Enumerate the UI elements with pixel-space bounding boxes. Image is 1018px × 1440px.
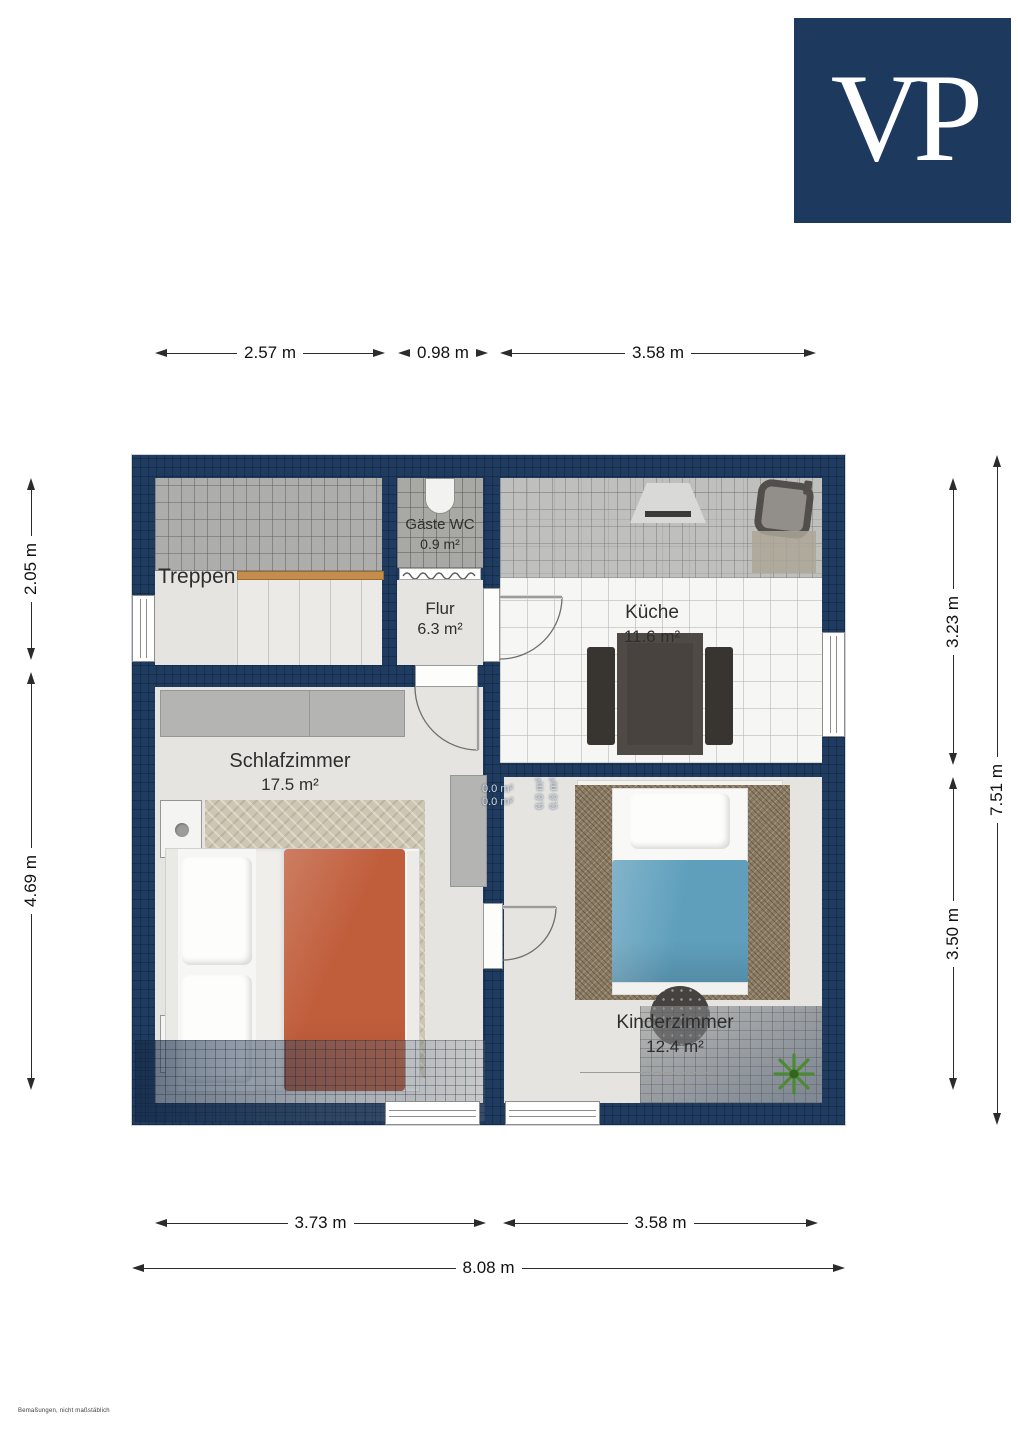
arrow-left-icon xyxy=(132,1264,144,1272)
room-label-kinderzimmer xyxy=(575,1011,775,1058)
room-label-treppen xyxy=(158,563,268,590)
dim-line xyxy=(515,1223,628,1224)
room-label-kueche xyxy=(572,601,732,648)
dim-bottom-right xyxy=(503,1213,818,1232)
vp-logo-text: VP xyxy=(830,48,975,188)
dim-label: 3.58 m xyxy=(634,1213,687,1232)
door-jamb-kueche xyxy=(483,588,500,662)
pillow xyxy=(182,857,252,965)
arrow-down-icon xyxy=(993,1113,1001,1125)
window-left xyxy=(132,595,155,662)
wardrobe-divider xyxy=(309,691,310,736)
dim-label: 7.51 m xyxy=(987,764,1006,816)
dim-line xyxy=(167,353,237,354)
dim-bottom-left xyxy=(155,1213,486,1232)
dim-top-right xyxy=(500,343,816,362)
arrow-right-icon xyxy=(476,349,488,357)
kids-pillow xyxy=(630,793,730,849)
room-name: Treppen xyxy=(158,565,236,588)
zero-area-label: 0.0 m² xyxy=(482,796,514,808)
plant xyxy=(770,1050,818,1098)
zero-area-label-rotated: 0.0 m² xyxy=(548,778,560,810)
arrow-right-icon xyxy=(833,1264,845,1272)
dim-line xyxy=(31,684,32,848)
wc-door-symbol xyxy=(399,568,481,580)
arrow-left-icon xyxy=(155,1219,167,1227)
dim-line xyxy=(953,490,954,589)
dim-line xyxy=(953,789,954,901)
window-bottom-right xyxy=(505,1101,600,1125)
room-name: Schlafzimmer xyxy=(229,750,351,772)
dim-label: 3.50 m xyxy=(943,907,962,960)
dim-line xyxy=(354,1223,475,1224)
kitchen-counter xyxy=(752,531,816,573)
dim-line xyxy=(144,1268,456,1269)
door-jamb-kinderzimmer xyxy=(483,903,503,969)
blue-duvet xyxy=(612,860,748,984)
room-area: 11.6 m² xyxy=(623,626,681,646)
dim-label: 0.98 m xyxy=(417,343,469,362)
arrow-left-icon xyxy=(500,349,512,357)
dim-line xyxy=(953,967,954,1079)
door-jamb-schlafzimmer xyxy=(415,665,478,687)
dining-table xyxy=(617,633,703,755)
roof-height-line xyxy=(580,1072,710,1073)
arrow-right-icon xyxy=(806,1219,818,1227)
room-name: Kinderzimmer xyxy=(616,1012,734,1033)
nightstand-knob xyxy=(175,823,189,837)
arrow-up-icon xyxy=(949,777,957,789)
faucet xyxy=(803,480,813,495)
dim-line xyxy=(694,1223,807,1224)
dim-line xyxy=(997,823,998,1113)
dim-label: 3.23 m xyxy=(943,595,962,648)
dim-left-bottom xyxy=(21,672,40,1090)
room-area: 12.4 m² xyxy=(646,1036,704,1056)
window-kueche xyxy=(822,632,845,737)
room-label-gaeste-wc xyxy=(390,515,490,553)
dim-line xyxy=(691,353,804,354)
arrow-down-icon xyxy=(27,648,35,660)
dim-label: 2.05 m xyxy=(21,543,40,595)
room-area: 17.5 m² xyxy=(261,775,319,794)
dim-label: 4.69 m xyxy=(21,855,40,907)
arrow-right-icon xyxy=(474,1219,486,1227)
dim-line xyxy=(303,353,373,354)
wave-icon xyxy=(400,569,480,579)
room-area: 0.9 m² xyxy=(420,535,460,552)
arrow-up-icon xyxy=(27,672,35,684)
room-label-flur xyxy=(390,598,490,641)
zero-area-label-rotated: 0.0 m² xyxy=(534,778,546,810)
floor-plan xyxy=(132,455,845,1125)
arrow-left-icon xyxy=(398,349,410,357)
dim-label: 3.58 m xyxy=(632,343,684,362)
arrow-right-icon xyxy=(804,349,816,357)
dim-line xyxy=(512,353,625,354)
room-label-schlafzimmer xyxy=(190,748,390,796)
arrow-right-icon xyxy=(373,349,385,357)
chair-left xyxy=(587,647,615,745)
dim-label: 3.73 m xyxy=(294,1213,347,1232)
dim-line xyxy=(522,1268,834,1269)
dim-right-bottom xyxy=(943,777,962,1090)
disclaimer-text: Bemaßungen, nicht maßstäblich xyxy=(18,1408,110,1414)
room-name: Flur xyxy=(425,599,455,618)
dim-line xyxy=(31,602,32,648)
dim-right-total xyxy=(987,455,1006,1125)
arrow-up-icon xyxy=(27,478,35,490)
zero-area-label: 0.0 m² xyxy=(482,783,514,795)
wardrobe xyxy=(160,690,405,737)
toilet xyxy=(425,478,455,514)
arrow-down-icon xyxy=(949,753,957,765)
arrow-up-icon xyxy=(993,455,1001,467)
arrow-down-icon xyxy=(27,1078,35,1090)
room-name: Küche xyxy=(625,602,679,623)
dim-line xyxy=(167,1223,288,1224)
arrow-up-icon xyxy=(949,478,957,490)
roof-slope-texture-treppen xyxy=(155,478,382,571)
plant-icon xyxy=(770,1050,818,1098)
dim-label: 2.57 m xyxy=(244,343,296,362)
arrow-left-icon xyxy=(503,1219,515,1227)
dim-label: 8.08 m xyxy=(462,1258,515,1277)
arrow-down-icon xyxy=(949,1078,957,1090)
window-bottom-left xyxy=(385,1101,480,1125)
dim-bottom-total xyxy=(132,1258,845,1277)
hood-vent xyxy=(645,511,691,517)
dim-line xyxy=(31,490,32,536)
room-area: 6.3 m² xyxy=(417,621,463,639)
room-name: Gäste WC xyxy=(405,516,475,533)
dim-top-middle xyxy=(398,343,486,362)
dim-top-left xyxy=(155,343,385,362)
dim-right-top xyxy=(943,478,962,765)
dim-left-top xyxy=(21,478,40,660)
dim-line xyxy=(997,467,998,757)
arrow-left-icon xyxy=(155,349,167,357)
dim-line xyxy=(31,914,32,1078)
vp-logo xyxy=(794,18,1011,223)
chair-right xyxy=(705,647,733,745)
dim-line xyxy=(953,655,954,754)
stairs xyxy=(237,580,382,665)
